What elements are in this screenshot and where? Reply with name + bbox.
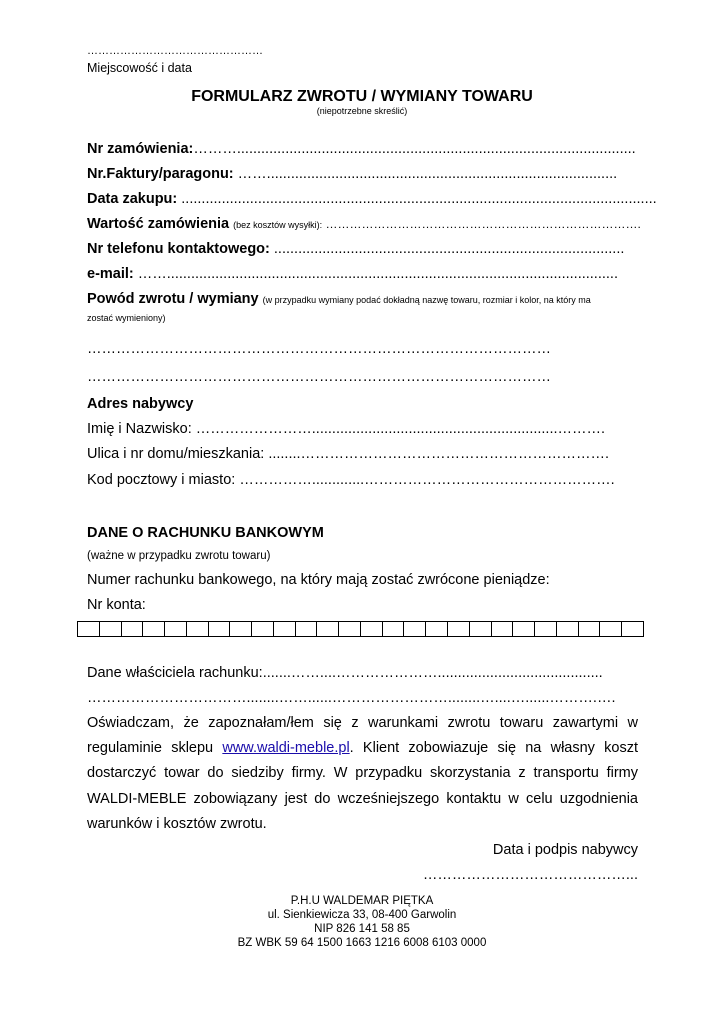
account-owner-line-2[interactable]: ……………………………........……......……………………........…....…......……….….	[87, 690, 616, 706]
field-order-value[interactable]	[87, 216, 641, 232]
place-date-dots: …………………………………………	[87, 45, 263, 57]
field-order-value-note: (bez kosztów wysyłki):	[233, 220, 323, 230]
account-digit-box[interactable]	[470, 622, 492, 636]
field-invoice[interactable]	[87, 166, 617, 182]
declaration-line-1: Oświadczam, że zapoznałam/łem się z warunkami zwrotu towaru zawartymi w	[87, 715, 638, 731]
account-digit-box[interactable]	[143, 622, 165, 636]
account-digit-box[interactable]	[230, 622, 252, 636]
declaration-line-4: WALDI-MEBLE zobowiązany jest do wcześniejszego kontaktu w celu uzgodnienia	[87, 791, 638, 807]
buyer-street-field[interactable]: Ulica i nr domu/mieszkania: ........……………………………………………………….	[87, 446, 610, 462]
account-digit-box[interactable]	[100, 622, 122, 636]
field-order-number[interactable]	[87, 141, 636, 157]
account-digit-box[interactable]	[492, 622, 514, 636]
reason-line-2[interactable]: ……………………………………………………………………………………	[87, 369, 551, 385]
field-order-value-dots: …………………………………………………………………….	[322, 217, 641, 231]
field-reason-note: (w przypadku wymiany podać dokładną nazwę towaru, rozmiar i kolor, na który ma	[262, 295, 591, 305]
buyer-name-field[interactable]: Imię i Nazwisko: …………………….............................................................……….	[87, 421, 606, 437]
account-digit-box[interactable]	[361, 622, 383, 636]
account-digit-box[interactable]	[187, 622, 209, 636]
field-email[interactable]	[87, 266, 618, 282]
bank-account-text: Numer rachunku bankowego, na który mają zostać zwrócone pieniądze:	[87, 572, 550, 588]
declaration-line-5: warunków i kosztów zwrotu.	[87, 816, 267, 832]
field-phone[interactable]	[87, 241, 624, 257]
account-digit-box[interactable]	[448, 622, 470, 636]
field-reason	[87, 291, 591, 307]
field-purchase-date-label: Data zakupu:	[87, 191, 178, 207]
account-digit-box[interactable]	[78, 622, 100, 636]
field-invoice-label: Nr.Faktury/paragonu:	[87, 166, 234, 182]
bank-account-label: Nr konta:	[87, 597, 146, 613]
account-digit-box[interactable]	[404, 622, 426, 636]
account-digit-box[interactable]	[209, 622, 231, 636]
field-email-dots: ……................................................................................................................	[133, 266, 618, 282]
field-phone-label: Nr telefonu kontaktowego:	[87, 241, 270, 257]
buyer-postal-field[interactable]: Kod pocztowy i miasto: …………….............…………………………………………….	[87, 472, 615, 488]
buyer-heading: Adres nabywcy	[87, 396, 194, 412]
account-digit-box[interactable]	[252, 622, 274, 636]
account-digit-box[interactable]	[339, 622, 361, 636]
account-digit-box[interactable]	[296, 622, 318, 636]
signature-label: Data i podpis nabywcy	[492, 842, 638, 858]
declaration-line-2-pre: regulaminie sklepu	[87, 740, 214, 756]
field-purchase-date[interactable]	[87, 191, 657, 207]
form-title: FORMULARZ ZWROTU / WYMIANY TOWARU	[191, 88, 533, 105]
field-order-value-label: Wartość zamówienia	[87, 216, 230, 232]
place-date-label: Miejscowość i data	[87, 61, 192, 75]
footer-company: P.H.U WALDEMAR PIĘTKA	[290, 895, 434, 907]
account-digit-box[interactable]	[513, 622, 535, 636]
declaration-line-2-post: . Klient zobowiazuje się na własny koszt	[349, 740, 638, 756]
field-purchase-date-dots: ......................................................................................................................	[177, 191, 657, 207]
account-digit-box[interactable]	[274, 622, 296, 636]
account-digit-box[interactable]	[426, 622, 448, 636]
bank-heading: DANE O RACHUNKU BANKOWYM	[87, 525, 324, 541]
field-order-number-label: Nr zamówienia:	[87, 141, 194, 157]
account-digit-box[interactable]	[165, 622, 187, 636]
field-email-label: e-mail:	[87, 266, 134, 282]
shop-link[interactable]: www.waldi-meble.pl	[222, 740, 350, 756]
signature-line[interactable]: ……………………………………...	[422, 867, 638, 883]
account-digit-box[interactable]	[557, 622, 579, 636]
field-invoice-dots: …….......................................................................................	[233, 166, 618, 182]
account-digit-box[interactable]	[317, 622, 339, 636]
footer-nip: NIP 826 141 58 85	[314, 923, 410, 935]
field-reason-note-cont: zostać wymieniony)	[87, 313, 166, 323]
account-digit-box[interactable]	[579, 622, 601, 636]
bank-note: (ważne w przypadku zwrotu towaru)	[87, 550, 271, 562]
account-number-grid[interactable]	[77, 621, 644, 637]
declaration-line-2	[87, 740, 638, 756]
declaration-line-3: dostarczyć towar do siedziby firmy. W przypadku skorzystania z transportu firmy	[87, 765, 638, 781]
account-digit-box[interactable]	[600, 622, 622, 636]
account-digit-box[interactable]	[622, 622, 643, 636]
account-digit-box[interactable]	[383, 622, 405, 636]
field-phone-dots: .......................................................................................	[269, 241, 625, 257]
account-digit-box[interactable]	[122, 622, 144, 636]
footer-bank: BZ WBK 59 64 1500 1663 1216 6008 6103 0000	[237, 937, 487, 949]
account-digit-box[interactable]	[535, 622, 557, 636]
footer-address: ul. Sienkiewicza 33, 08-400 Garwolin	[267, 909, 457, 921]
field-reason-label: Powód zwrotu / wymiany	[87, 291, 259, 307]
reason-line-1[interactable]: ……………………………………………………………………………………	[87, 341, 551, 357]
field-order-number-dots: ………...................................................................................................	[193, 141, 636, 157]
form-subtitle: (niepotrzebne skreślić)	[316, 106, 408, 116]
account-owner-field[interactable]: Dane właściciela rachunku:.......……....………………….........................................	[87, 665, 603, 681]
